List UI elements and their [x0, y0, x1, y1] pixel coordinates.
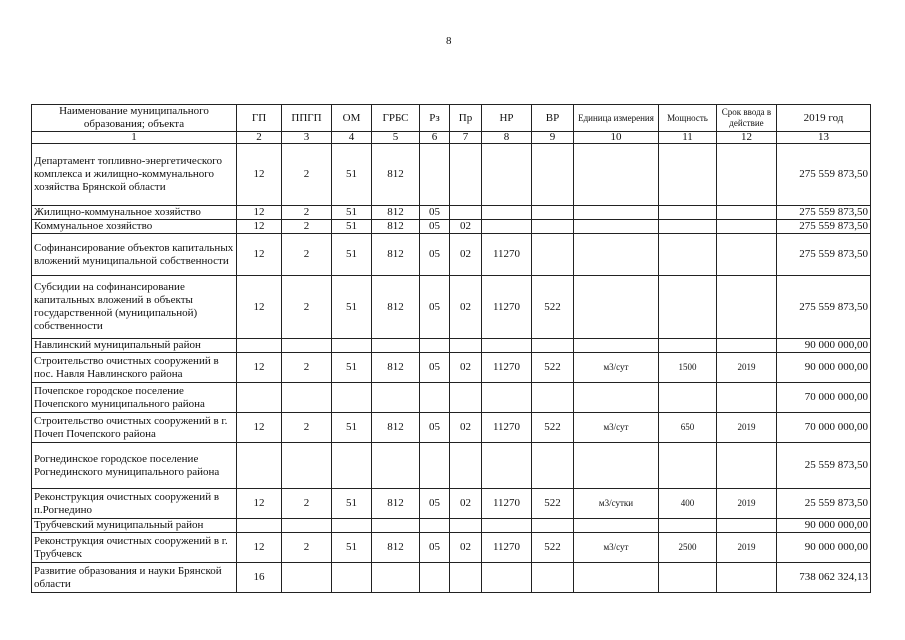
pr-cell: 02	[450, 489, 482, 519]
unit-cell: м3/сутки	[574, 489, 659, 519]
vr-cell	[532, 383, 574, 413]
object-name-cell: Строительство очистных сооружений в г. Почеп Почепского района	[32, 413, 237, 443]
rz-cell	[420, 519, 450, 533]
capacity-cell	[659, 220, 717, 234]
capacity-cell	[659, 519, 717, 533]
capacity-cell: 650	[659, 413, 717, 443]
commissioning-year-cell	[717, 339, 777, 353]
header-nr: НР	[482, 105, 532, 132]
grbs-cell	[372, 563, 420, 593]
grbs-cell: 812	[372, 353, 420, 383]
nr-cell	[482, 339, 532, 353]
vr-cell: 522	[532, 353, 574, 383]
commissioning-year-cell	[717, 206, 777, 220]
vr-cell	[532, 220, 574, 234]
ppgp-cell: 2	[282, 413, 332, 443]
unit-cell: м3/сут	[574, 533, 659, 563]
nr-cell	[482, 563, 532, 593]
capacity-cell	[659, 383, 717, 413]
table-row	[32, 519, 871, 533]
object-name-cell: Коммунальное хозяйство	[32, 220, 237, 234]
col-number: 6	[420, 132, 450, 144]
object-name-cell: Строительство очистных сооружений в пос. Навля Навлинского района	[32, 353, 237, 383]
header-gp: ГП	[237, 105, 282, 132]
amount-2019-cell: 275 559 873,50	[777, 276, 871, 339]
gp-cell: 12	[237, 413, 282, 443]
unit-cell	[574, 563, 659, 593]
ppgp-cell: 2	[282, 489, 332, 519]
om-cell: 51	[332, 234, 372, 276]
vr-cell: 522	[532, 413, 574, 443]
rz-cell: 05	[420, 353, 450, 383]
amount-2019-cell: 25 559 873,50	[777, 443, 871, 489]
table-row	[32, 339, 871, 353]
gp-cell: 16	[237, 563, 282, 593]
gp-cell: 12	[237, 206, 282, 220]
grbs-cell: 812	[372, 234, 420, 276]
ppgp-cell: 2	[282, 206, 332, 220]
grbs-cell	[372, 339, 420, 353]
object-name-cell: Жилищно-коммунальное хозяйство	[32, 206, 237, 220]
vr-cell	[532, 519, 574, 533]
pr-cell: 02	[450, 234, 482, 276]
ppgp-cell	[282, 339, 332, 353]
object-name-cell: Почепское городское поселение Почепского муниципального района	[32, 383, 237, 413]
nr-cell: 11270	[482, 234, 532, 276]
object-name-cell: Субсидии на софинансирование капитальных вложений в объекты государственной (муниципальной) собственности	[32, 276, 237, 339]
commissioning-year-cell	[717, 383, 777, 413]
table-row	[32, 489, 871, 519]
commissioning-year-cell: 2019	[717, 413, 777, 443]
unit-cell	[574, 220, 659, 234]
ppgp-cell: 2	[282, 353, 332, 383]
table-body	[32, 144, 871, 593]
table-row	[32, 206, 871, 220]
om-cell: 51	[332, 206, 372, 220]
nr-cell: 11270	[482, 533, 532, 563]
vr-cell	[532, 443, 574, 489]
gp-cell: 12	[237, 220, 282, 234]
gp-cell: 12	[237, 276, 282, 339]
vr-cell: 522	[532, 489, 574, 519]
capacity-cell	[659, 339, 717, 353]
commissioning-year-cell: 2019	[717, 533, 777, 563]
amount-2019-cell: 90 000 000,00	[777, 353, 871, 383]
commissioning-year-cell: 2019	[717, 353, 777, 383]
ppgp-cell	[282, 519, 332, 533]
nr-cell: 11270	[482, 276, 532, 339]
table-row	[32, 144, 871, 206]
col-number: 10	[574, 132, 659, 144]
gp-cell	[237, 339, 282, 353]
table-row	[32, 353, 871, 383]
pr-cell: 02	[450, 413, 482, 443]
amount-2019-cell: 275 559 873,50	[777, 144, 871, 206]
om-cell: 51	[332, 413, 372, 443]
unit-cell	[574, 206, 659, 220]
header-rz: Рз	[420, 105, 450, 132]
rz-cell: 05	[420, 413, 450, 443]
om-cell: 51	[332, 489, 372, 519]
ppgp-cell	[282, 563, 332, 593]
header-ppgp: ППГП	[282, 105, 332, 132]
nr-cell	[482, 519, 532, 533]
col-number: 9	[532, 132, 574, 144]
column-number-row	[32, 132, 871, 144]
ppgp-cell	[282, 443, 332, 489]
amount-2019-cell: 275 559 873,50	[777, 206, 871, 220]
unit-cell	[574, 443, 659, 489]
pr-cell: 02	[450, 276, 482, 339]
capacity-cell	[659, 234, 717, 276]
ppgp-cell	[282, 383, 332, 413]
commissioning-year-cell	[717, 234, 777, 276]
col-number: 13	[777, 132, 871, 144]
commissioning-year-cell	[717, 220, 777, 234]
table-row	[32, 383, 871, 413]
col-number: 2	[237, 132, 282, 144]
object-name-cell: Навлинский муниципальный район	[32, 339, 237, 353]
grbs-cell	[372, 519, 420, 533]
commissioning-year-cell	[717, 563, 777, 593]
col-number: 3	[282, 132, 332, 144]
om-cell: 51	[332, 353, 372, 383]
capacity-cell	[659, 276, 717, 339]
rz-cell: 05	[420, 220, 450, 234]
header-year-2019: 2019 год	[777, 105, 871, 132]
om-cell	[332, 339, 372, 353]
gp-cell	[237, 383, 282, 413]
table-row	[32, 234, 871, 276]
gp-cell: 12	[237, 533, 282, 563]
pr-cell	[450, 563, 482, 593]
table-row	[32, 276, 871, 339]
nr-cell: 11270	[482, 353, 532, 383]
ppgp-cell: 2	[282, 533, 332, 563]
amount-2019-cell: 90 000 000,00	[777, 519, 871, 533]
unit-cell	[574, 276, 659, 339]
header-om: ОМ	[332, 105, 372, 132]
ppgp-cell: 2	[282, 144, 332, 206]
grbs-cell	[372, 383, 420, 413]
col-number: 4	[332, 132, 372, 144]
om-cell: 51	[332, 144, 372, 206]
capacity-cell: 2500	[659, 533, 717, 563]
header-grbs: ГРБС	[372, 105, 420, 132]
vr-cell	[532, 563, 574, 593]
object-name-cell: Рогнединское городское поселение Рогнединского муниципального района	[32, 443, 237, 489]
unit-cell	[574, 144, 659, 206]
pr-cell	[450, 519, 482, 533]
capacity-cell: 1500	[659, 353, 717, 383]
nr-cell	[482, 383, 532, 413]
gp-cell	[237, 519, 282, 533]
pr-cell	[450, 339, 482, 353]
header-row	[32, 105, 871, 132]
object-name-cell: Реконструкция очистных сооружений в г. Трубчевск	[32, 533, 237, 563]
commissioning-year-cell	[717, 519, 777, 533]
col-number: 5	[372, 132, 420, 144]
header-name: Наименование муниципального образования; объекта	[32, 105, 237, 132]
grbs-cell: 812	[372, 220, 420, 234]
capacity-cell: 400	[659, 489, 717, 519]
nr-cell: 11270	[482, 489, 532, 519]
nr-cell	[482, 206, 532, 220]
col-number: 1	[32, 132, 237, 144]
pr-cell: 02	[450, 533, 482, 563]
vr-cell: 522	[532, 533, 574, 563]
grbs-cell: 812	[372, 276, 420, 339]
rz-cell: 05	[420, 276, 450, 339]
vr-cell	[532, 234, 574, 276]
object-name-cell: Развитие образования и науки Брянской области	[32, 563, 237, 593]
header-vr: ВР	[532, 105, 574, 132]
grbs-cell: 812	[372, 413, 420, 443]
capacity-cell	[659, 206, 717, 220]
unit-cell	[574, 234, 659, 276]
pr-cell	[450, 443, 482, 489]
amount-2019-cell: 70 000 000,00	[777, 413, 871, 443]
gp-cell: 12	[237, 353, 282, 383]
object-name-cell: Реконструкция очистных сооружений в п.Рогнедино	[32, 489, 237, 519]
object-name-cell: Департамент топливно-энергетического комплекса и жилищно-коммунального хозяйства Брянской области	[32, 144, 237, 206]
pr-cell: 02	[450, 353, 482, 383]
table-row	[32, 220, 871, 234]
rz-cell: 05	[420, 533, 450, 563]
table-row	[32, 413, 871, 443]
ppgp-cell: 2	[282, 220, 332, 234]
unit-cell	[574, 519, 659, 533]
gp-cell: 12	[237, 489, 282, 519]
commissioning-year-cell	[717, 443, 777, 489]
rz-cell	[420, 339, 450, 353]
amount-2019-cell: 90 000 000,00	[777, 339, 871, 353]
header-unit: Единица измерения	[574, 105, 659, 132]
rz-cell	[420, 144, 450, 206]
table-row	[32, 563, 871, 593]
col-number: 8	[482, 132, 532, 144]
amount-2019-cell: 275 559 873,50	[777, 220, 871, 234]
rz-cell	[420, 383, 450, 413]
nr-cell	[482, 144, 532, 206]
object-name-cell: Трубчевский муниципальный район	[32, 519, 237, 533]
grbs-cell: 812	[372, 144, 420, 206]
om-cell: 51	[332, 533, 372, 563]
amount-2019-cell: 275 559 873,50	[777, 234, 871, 276]
col-number: 11	[659, 132, 717, 144]
rz-cell: 05	[420, 489, 450, 519]
gp-cell: 12	[237, 234, 282, 276]
header-capacity: Мощность	[659, 105, 717, 132]
rz-cell: 05	[420, 234, 450, 276]
object-name-cell: Софинансирование объектов капитальных вложений муниципальной собственности	[32, 234, 237, 276]
capacity-cell	[659, 144, 717, 206]
amount-2019-cell: 70 000 000,00	[777, 383, 871, 413]
nr-cell	[482, 443, 532, 489]
col-number: 7	[450, 132, 482, 144]
vr-cell	[532, 339, 574, 353]
nr-cell	[482, 220, 532, 234]
ppgp-cell: 2	[282, 276, 332, 339]
table-row	[32, 533, 871, 563]
om-cell: 51	[332, 220, 372, 234]
commissioning-year-cell	[717, 276, 777, 339]
grbs-cell: 812	[372, 533, 420, 563]
vr-cell	[532, 144, 574, 206]
rz-cell	[420, 563, 450, 593]
om-cell	[332, 563, 372, 593]
commissioning-year-cell	[717, 144, 777, 206]
table-row	[32, 443, 871, 489]
rz-cell	[420, 443, 450, 489]
rz-cell: 05	[420, 206, 450, 220]
vr-cell	[532, 206, 574, 220]
header-commissioning: Срок ввода в действие	[717, 105, 777, 132]
unit-cell	[574, 383, 659, 413]
gp-cell: 12	[237, 144, 282, 206]
pr-cell	[450, 383, 482, 413]
unit-cell: м3/сут	[574, 353, 659, 383]
unit-cell: м3/сут	[574, 413, 659, 443]
om-cell	[332, 443, 372, 489]
pr-cell	[450, 144, 482, 206]
grbs-cell: 812	[372, 489, 420, 519]
capacity-cell	[659, 443, 717, 489]
amount-2019-cell: 90 000 000,00	[777, 533, 871, 563]
om-cell	[332, 383, 372, 413]
amount-2019-cell: 25 559 873,50	[777, 489, 871, 519]
nr-cell: 11270	[482, 413, 532, 443]
grbs-cell: 812	[372, 206, 420, 220]
om-cell	[332, 519, 372, 533]
budget-table	[31, 104, 871, 593]
commissioning-year-cell: 2019	[717, 489, 777, 519]
grbs-cell	[372, 443, 420, 489]
capacity-cell	[659, 563, 717, 593]
amount-2019-cell: 738 062 324,13	[777, 563, 871, 593]
header-pr: Пр	[450, 105, 482, 132]
gp-cell	[237, 443, 282, 489]
om-cell: 51	[332, 276, 372, 339]
col-number: 12	[717, 132, 777, 144]
ppgp-cell: 2	[282, 234, 332, 276]
page-number: 8	[446, 35, 452, 47]
unit-cell	[574, 339, 659, 353]
vr-cell: 522	[532, 276, 574, 339]
pr-cell	[450, 206, 482, 220]
pr-cell: 02	[450, 220, 482, 234]
